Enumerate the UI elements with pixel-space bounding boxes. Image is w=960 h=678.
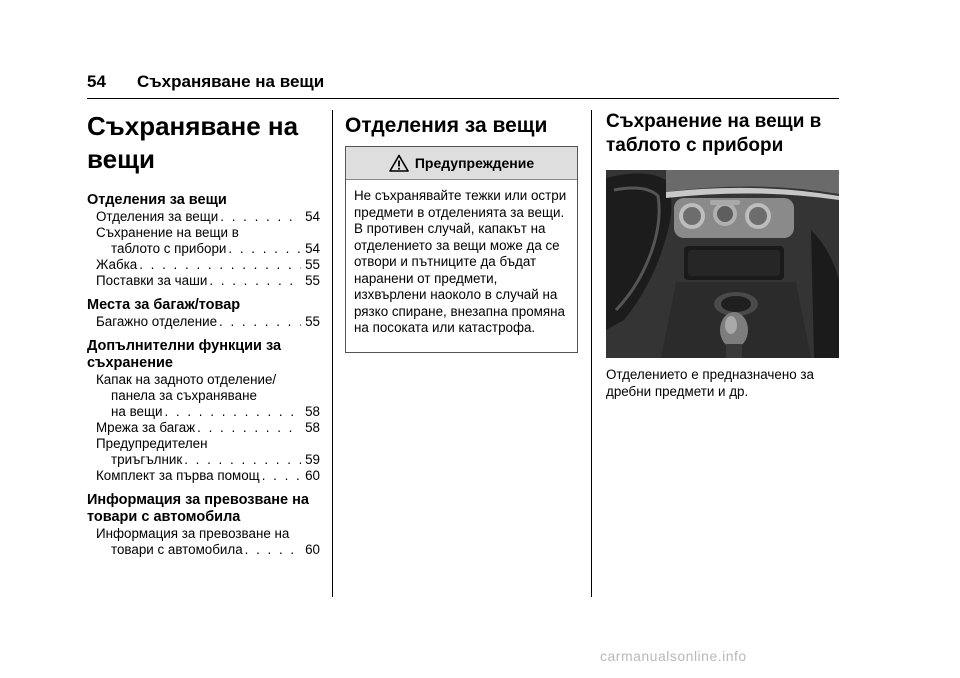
toc-page-number: 55: [305, 273, 320, 288]
watermark: carmanualsonline.info: [600, 648, 747, 664]
section-title-storage-compartments: Отделения за вещи: [345, 114, 548, 137]
toc-leader-dots: [209, 273, 301, 289]
header-rule: [87, 98, 839, 99]
instrument-panel-storage-photo: [606, 170, 839, 358]
page-number: 54: [87, 72, 106, 91]
toc-entry-label: таблото с прибори: [111, 241, 227, 256]
toc-page-number: 60: [305, 468, 320, 483]
toc-entry-label: Съхранение на вещи в: [96, 225, 239, 240]
toc-section-title: Допълнителни функции за съхранение: [87, 338, 282, 371]
toc-entry-label: триъгълник: [111, 452, 183, 467]
toc-leader-dots: [245, 542, 301, 558]
toc-leader-dots: [139, 257, 301, 273]
toc-page-number: 59: [305, 452, 320, 467]
warning-label: Предупреждение: [414, 155, 535, 171]
toc-entry: [87, 273, 320, 289]
toc-entry-label: товари с автомобила: [111, 542, 243, 557]
toc-entry-label: Предупредителен: [96, 436, 208, 451]
toc-leader-dots: [220, 209, 301, 225]
toc-entry-label: панела за съхраняване: [111, 388, 257, 403]
toc-entry-label: Капак на задното отделение/: [96, 372, 277, 387]
toc-entry-label: Поставки за чаши: [96, 273, 208, 288]
toc-entry-label: Отделения за вещи: [96, 209, 219, 224]
toc-leader-dots: [228, 241, 301, 257]
toc-entry-label: Багажно отделение: [96, 314, 218, 329]
toc-entry: [87, 542, 320, 558]
toc-leader-dots: [184, 452, 301, 468]
toc-entry-label: Жабка: [96, 257, 138, 272]
warning-triangle-icon: [389, 154, 409, 172]
toc-entry-label: Комплект за първа помощ: [96, 468, 260, 483]
toc-leader-dots: [197, 420, 301, 436]
toc-section-title: Места за багаж/товар: [87, 297, 241, 313]
photo-caption: Отделението е предназначено за дребни предмети и др.: [606, 367, 814, 399]
toc-section-title: Отделения за вещи: [87, 192, 227, 208]
toc-entry: [87, 314, 320, 330]
toc-entry: [87, 209, 320, 225]
chapter-title: Съхраняване на вещи: [87, 111, 299, 174]
table-of-contents: [87, 192, 320, 558]
toc-entry: [87, 257, 320, 273]
toc-page-number: 55: [305, 314, 320, 329]
toc-entry-label: Мрежа за багаж: [96, 420, 196, 435]
toc-page-number: 54: [305, 241, 320, 256]
toc-entry-label: на вещи: [111, 404, 163, 419]
toc-leader-dots: [164, 404, 301, 420]
toc-leader-dots: [219, 314, 301, 330]
toc-page-number: 54: [305, 209, 320, 224]
toc-entry: [87, 420, 320, 436]
toc-page-number: 55: [305, 257, 320, 272]
toc-page-number: 58: [305, 404, 320, 419]
toc-section-title: Информация за превозване на товари с автомобила: [87, 492, 309, 525]
column-divider-2: [591, 110, 592, 597]
toc-entry: [87, 404, 320, 420]
toc-page-number: 60: [305, 542, 320, 557]
toc-entry-label: Информация за превозване на: [96, 526, 290, 541]
warning-box: [345, 146, 578, 353]
toc-page-number: 58: [305, 420, 320, 435]
section-title-instrument-panel-storage: Съхранение на вещи в таблото с прибори: [606, 111, 822, 156]
toc-entry: [87, 468, 320, 484]
warning-text: Не съхранявайте тежки или остри предмети в отделенията за вещи. В противен случай, капакът на отделението за вещи може да се отвори и пътниците да бъдат наранени от предмети, изхвърлени наоколо в случай на рязко спиране, внезапна промяна на посоката или катастрофа.: [354, 188, 567, 335]
running-header: Съхраняване на вещи: [137, 72, 325, 91]
toc-leader-dots: [262, 468, 301, 484]
toc-entry: [87, 452, 320, 468]
toc-entry: [87, 241, 320, 257]
warning-header: [346, 147, 577, 180]
column-divider-1: [332, 110, 333, 597]
